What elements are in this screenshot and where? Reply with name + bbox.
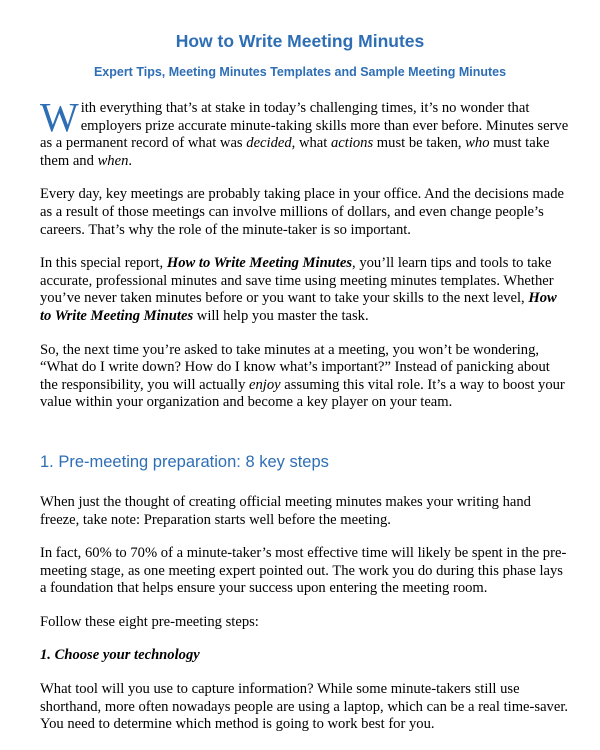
intro-text-2: , what [291,135,331,152]
para3-text-1: In this special report, [40,255,167,272]
intro-paragraph [40,94,570,170]
intro-em-actions: actions [330,135,374,152]
para4-em-enjoy: enjoy [249,376,281,393]
intro-text-3: must be taken, [373,135,466,152]
report-title-ref-1: How to Write Meeting Minutes [166,255,353,272]
para4-text-1: So, the next time you’re asked to take minutes at a meeting, you won’t be wondering, “What do I write down? How do I know what’s important?” Instead of panicking about the responsibility, you will actually [40,341,550,393]
intro-em-who: who [465,135,490,152]
document-title: How to Write Meeting Minutes [175,31,425,51]
paragraph-2: Every day, key meetings are probably taking place in your office. And the decisions made as a result of those meetings can involve millions of dollars, and even change people’s careers. That’s why the role of the minute-taker is so important. [40,186,564,238]
para3-text-2: , you’ll learn tips and tools to take accurate, professional minutes and save time using meeting minutes templates. Whether you’ve never taken minutes before or you want to take your skills to the next level, [40,255,554,307]
paragraph-3 [40,255,570,325]
drop-cap: W [40,94,79,140]
para4-text-2: assuming this vital role. It’s a way to boost your value within your organization and become a key player on your team. [40,376,565,411]
intro-text-4: must take them and [40,135,550,169]
report-title-ref-2: How to Write Meeting Minutes [40,290,557,324]
intro-text-5: . [128,152,133,169]
document-subtitle: Expert Tips, Meeting Minutes Templates and Sample Meeting Minutes [93,65,507,79]
section-1-paragraph-3: Follow these eight pre-meeting steps: [40,613,259,630]
para3-text-3: will help you master the task. [193,307,369,324]
intro-em-when: when [97,152,129,169]
section-1-paragraph-1: When just the thought of creating official meeting minutes makes your writing hand freeze, take note: Preparation starts well before the meeting. [40,493,531,528]
intro-em-decided: decided [246,135,292,152]
intro-text-1: ith everything that’s at stake in today’s challenging times, it’s no wonder that employers prize accurate minute-taking skills more than ever before. Minutes serve as a permanent record of what was [40,100,569,152]
section-1-heading: 1. Pre-meeting preparation: 8 key steps [40,452,329,471]
step-1-heading: 1. Choose your technology [40,647,200,664]
paragraph-4 [40,342,570,412]
section-1-paragraph-2: In fact, 60% to 70% of a minute-taker’s most effective time will likely be spent in the pre-meeting stage, as one meeting expert pointed out. The work you do during this phase lays a foundation that helps ensure your success upon entering the meeting room. [40,545,567,597]
step-1-text: What tool will you use to capture information? While some minute-takers still use shorthand, more often nowadays people are using a laptop, which can be a real time-saver. You need to determine which method is going to work best for you. [40,681,569,733]
document-body [40,94,570,750]
